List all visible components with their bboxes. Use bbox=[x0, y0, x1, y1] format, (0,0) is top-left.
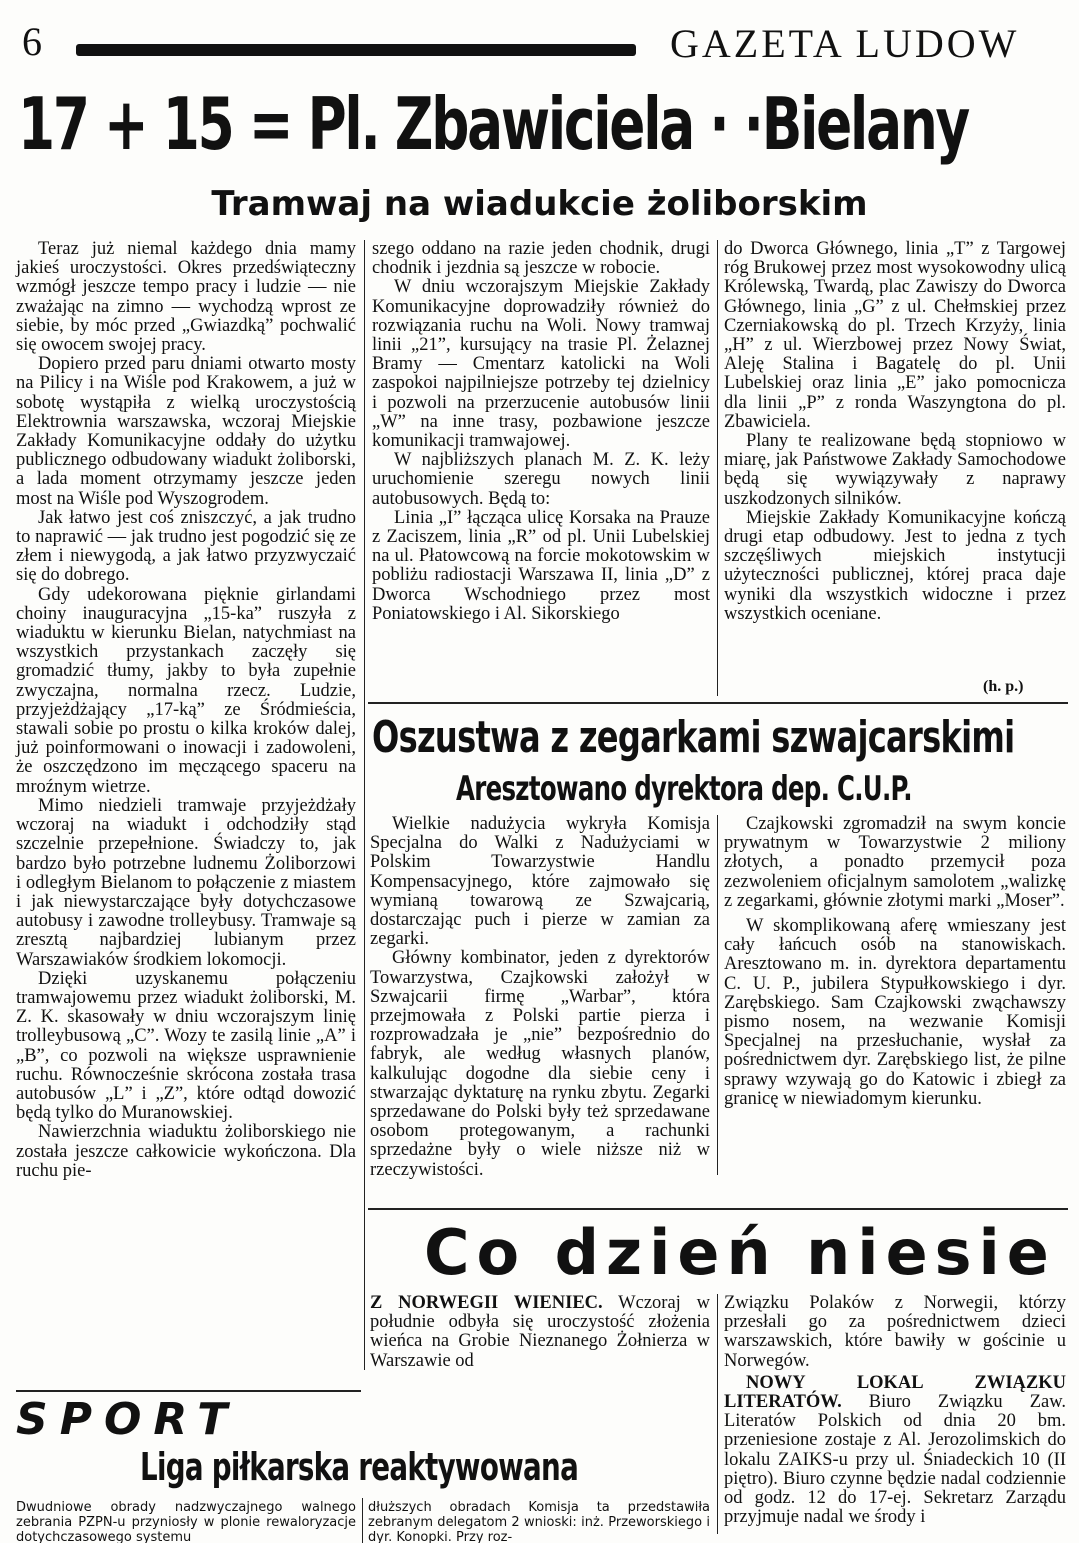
article-signature: (h. p.) bbox=[983, 678, 1024, 695]
paragraph: Główny kombinator, jeden z dyrektorów Towarzystwa, Czajkowski założył w Szwajcarii firmę „Warbar”, która przejmowała z Polski partie pierza i rozprowadzała je „nie” bezpośrednio do fabryk, ale według własnych planów, kalkulując dogodne dla siebie ceny i stwarzając dyktaturę na rynku zbytu. Zegarki sprzedawane do Polski były też sprzedawane osobom protegowanym, a rachunki sprzedażne były o wiele niższe niż w rzeczywistości. bbox=[370, 948, 710, 1180]
newspaper-title: GAZETA LUDOW bbox=[670, 21, 1020, 66]
paragraph: Nawierzchnia wiaduktu żoliborskiego nie została jeszcze całkowicie wykończona. Dla ruchu pie- bbox=[16, 1122, 356, 1181]
column-divider bbox=[717, 240, 718, 696]
fraud-column-2 bbox=[724, 815, 1066, 1109]
main-subheadline: Tramwaj na wiadukcie żoliborskim bbox=[211, 184, 868, 224]
daily-item-column-2 bbox=[724, 1294, 1066, 1527]
paragraph: Linia „I” łącząca ulicę Korsaka na Prauze z Zaciszem, linia „R” od pl. Unii Lubelskiej na ul. Płatowcową na forcie mokotowskim w pobliżu radiostacji Warszawa II, linia „D” z Dworca Wschodniego przez most Poniatowskiego i Al. Sikorskiego bbox=[372, 507, 710, 624]
main-article-column-1 bbox=[16, 240, 356, 1181]
section-rule bbox=[368, 1208, 1068, 1210]
fraud-subheadline: Aresztowano dyrektora dep. C.U.P. bbox=[456, 769, 912, 809]
paragraph: Wielkie nadużycia wykryła Komisja Specjalna do Walki z Nadużyciami w Polskim Towarzystwie Handlu Kompensacyjnego, które zajmowało się wymianą towarową ze Szwajcarią, dostarczając puch i pierze w zamian za zegarki. bbox=[370, 814, 710, 950]
daily-item-2-text: Biuro Związku Zaw. Literatów Polskich od dnia 20 bm. przeniesione zostaje z Al. Jerozolimskich do lokalu ZAIKS-u przy ul. Śniadeckich 10 (II piętro). Biuro czynne będzie nadal codziennie od godz. 12 do 17-ej. Sekretarz Zarządu przyjmuje nadal we środy i bbox=[724, 1392, 1066, 1528]
paragraph: szego oddano na razie jeden chodnik, drugi chodnik i jezdnia są jeszcze w robocie. bbox=[372, 239, 710, 279]
daily-item-1-title: Z NORWEGII WIENIEC. bbox=[370, 1293, 603, 1313]
paragraph: Dopiero przed paru dniami otwarto mosty na Pilicy i na Wiśle pod Krakowem, a już w sobotę wystąpiła z wielką uroczystością Elektrownia warszawska, wczoraj Miejskie Zakłady Komunikacyjne oddały do użytku publicznego odbudowany wiadukt żoliborski, a lada moment otrzymamy jeszcze jeden most na Wiśle pod Wyszogrodem. bbox=[16, 354, 356, 509]
sport-section-label: SPORT bbox=[16, 1394, 240, 1445]
daily-item-1-text: Wczoraj w południe odbyła się uroczystość złożenia wieńca na Grobie Nieznanego Żołnierza w Warszawie od bbox=[370, 1293, 710, 1371]
daily-item-2-title: NOWY LOKAL ZWIĄZKU LITERATÓW. bbox=[724, 1372, 1066, 1413]
main-article-column-3 bbox=[724, 240, 1066, 624]
masthead-rule bbox=[76, 44, 636, 56]
sport-column-1: Dwudniowe obrady nadzwyczajnego walnego zebrania PZPN-u przyniosły w plonie rewaloryzacje dotychczasowego systemu bbox=[16, 1500, 356, 1543]
main-article-column-2 bbox=[372, 240, 710, 624]
column-divider bbox=[362, 1498, 363, 1543]
daily-item-1 bbox=[370, 1294, 710, 1371]
fraud-column-1 bbox=[370, 815, 710, 1180]
paragraph: Miejskie Zakłady Komunikacyjne kończą drugi etap odbudowy. Jest to jedna z tych szczęśliwych miejskich instytucji użyteczności publicznej, której praca daje wyniki dla wszystkich widoczne i przez wszystkich oceniane. bbox=[724, 507, 1066, 624]
paragraph: Teraz już niemal każdego dnia mamy jakieś uroczystości. Okres przedświąteczny wzmógł jeszcze tempo pracy i ludzie — nie zważając na zimno — wychodzą wprost ze siebie, by móc przed „Gwiazdką” pochwalić się owocem swojej pracy. bbox=[16, 239, 356, 356]
column-divider bbox=[717, 815, 718, 1175]
sport-column-2: dłuższych obradach Komisja ta przedstawiła zebranym delegatom 2 wnioski: inż. Przeworskiego i dyr. Konopki. Przy roz- bbox=[368, 1500, 710, 1543]
paragraph: W dniu wczorajszym Miejskie Zakłady Komunikacyjne doprowadziły również do rozwiązania ruchu na Woli. Nowy tramwaj linii „21”, kursujący na trasie Pl. Żelaznej Bramy — Cmentarz katolicki na Woli zaspokoi najpilniejsze potrzeby tej dzielnicy i pozwoli na przerzucenie autobusów linii „W” na inne trasy, pozbawione jeszcze komunikacji tramwajowej. bbox=[372, 277, 710, 452]
paragraph: Czajkowski zgromadził na swym koncie prywatnym w Towarzystwie 2 miliony złotych, a ponadto przemycił poza zezwoleniem oficjalnym samolotem „walizkę z zegarkami, głównie złotymi marki „Moser”. bbox=[724, 814, 1066, 911]
paragraph: W najbliższych planach M. Z. K. leży uruchomienie szeregu nowych linii autobusowych. Będą to: bbox=[372, 450, 710, 509]
paragraph: do Dworca Głównego, linia „T” z Targowej róg Brukowej przez most wysokowodny ulicą Królewską, Twardą, plac Zawiszy do Dworca Głównego, linia „G” z ul. Chełmskiej przez Czerniakowską do pl. Trzech Krzyży, linia „H” z ul. Wierzbowej przez Nowy Świat, Aleję Stalina i Bagatelę do pl. Unii Lubelskiej oraz linia „E” jako pomocnicza dla linii „P” z ronda Waszyngtona do pl. Zbawiciela. bbox=[724, 239, 1066, 432]
page-number: 6 bbox=[22, 19, 42, 64]
section-rule bbox=[368, 702, 1068, 704]
paragraph: Plany te realizowane będą stopniowo w miarę, jak Państwowe Zakłady Samochodowe będą się wywiązywały z naprawy uszkodzonych silników. bbox=[724, 431, 1066, 509]
column-divider bbox=[364, 240, 365, 1370]
paragraph: Gdy udekorowana pięknie girlandami choiny inauguracyjna „15-ka” ruszyła z wiaduktu w kierunku Bielan, natychmiast na wszystkich przystankach zaczęły się gromadzić tłumy, jakby to była zupełnie zwyczajna, normalna rzecz. Ludzie, przyjeżdżający „17-ką” ze Śródmieścia, stawali sobie po prostu o kilka kroków dalej, już poinformowani o inowacji i zadowoleni, że oszczędzono im męczącego spaceru na mroźnym wietrze. bbox=[16, 584, 356, 797]
paragraph: Dzięki uzyskanemu połączeniu tramwajowemu przez wiadukt żoliborski, M. Z. K. skasowały w dniu wczorajszym linię trolleybusową „C”. Wozy te zasilą linie „A” i „B”, co pozwoli na większe usprawnienie ruchu. Równocześnie skrócona została trasa autobusów „L” i „Z”, które odtąd dowozić będą tylko do Muranowskiej. bbox=[16, 968, 356, 1124]
sport-headline: Liga piłkarska reaktywowana bbox=[140, 1445, 579, 1489]
column-divider bbox=[717, 1294, 718, 1534]
paragraph: Jak łatwo jest coś zniszczyć, a jak trudno to naprawić — jak trudno jest pogodzić się ze złem i niewygodą, a jak łatwo przyzwyczaić się do dobrego. bbox=[16, 507, 356, 586]
fraud-headline: Oszustwa z zegarkami szwajcarskimi bbox=[372, 712, 1015, 763]
daily-item-1-continued: Związku Polaków z Norwegii, którzy przesłali go za pośrednictwem dzieci warszawskich, które bawiły w gościnie u Norwegów. bbox=[724, 1293, 1066, 1371]
daily-section-headline: Co dzień niesie bbox=[424, 1216, 1056, 1289]
paragraph: Mimo niedzieli tramwaje przyjeżdżały wczoraj na wiadukt i odchodziły stąd szczelnie przepełnione. Świadczy to, jak bardzo było potrzebne ludnemu Żoliborzowi i odległym Bielanom to połączenie z miastem i jak niewystarczające były dotychczasowe autobusy i zawodne trolleybusy. Tramwaje są zresztą najbardziej lubianym przez Warszawiaków środkiem lokomocji. bbox=[16, 795, 356, 970]
paragraph: W skomplikowaną aferę wmieszany jest cały łańcuch osób na stanowiskach. Aresztowano m. in. dyrektora departamentu C. U. P., jubilera Stypułkowskiego i dyr. Zarębskiego. Sam Czajkowski zwąchawszy pismo nosem, na wezwanie Komisji Specjalnej na przesłuchanie, wysłał za pośrednictwem dyr. Zarębskiego list, że pilne sprawy wzywają go do Katowic i zbiegł za granicę w niewiadomym kierunku. bbox=[724, 916, 1066, 1109]
main-headline: 17 + 15 = Pl. Zbawiciela · ·Bielany bbox=[18, 82, 969, 166]
section-rule bbox=[16, 1390, 361, 1392]
